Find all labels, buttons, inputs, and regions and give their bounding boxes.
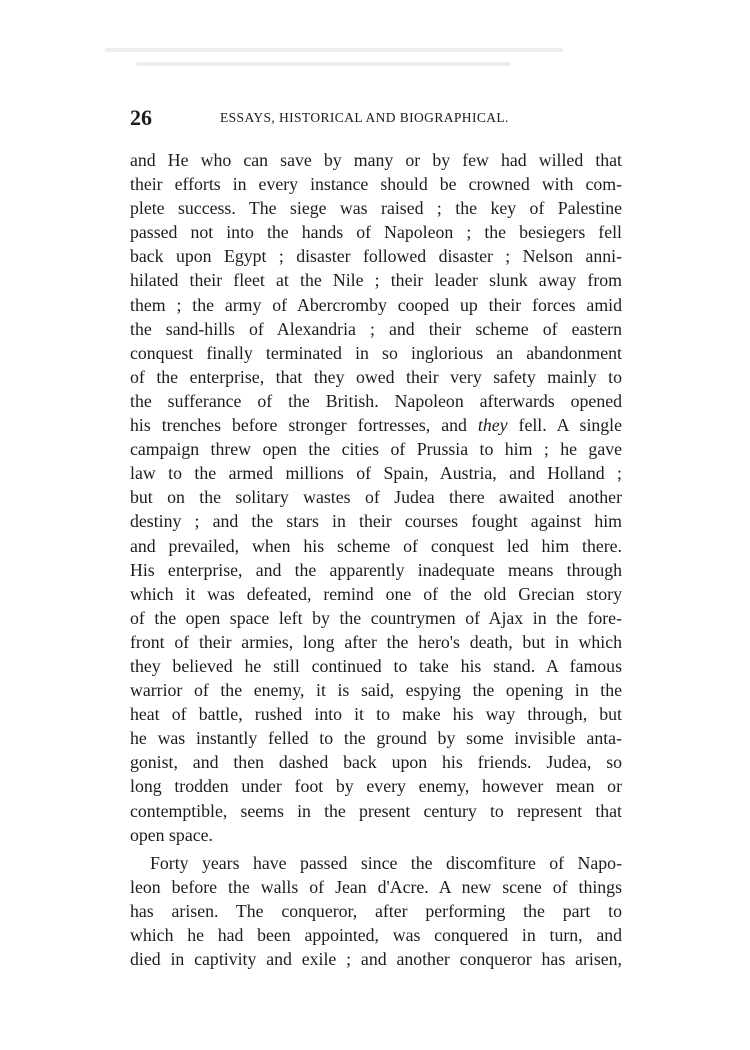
text-line: has arisen. The conqueror, after performing the part to: [130, 900, 622, 921]
text-line: them ; the army of Abercromby cooped up their forces amid: [130, 294, 622, 315]
text-line: the sand-hills of Alexandria ; and their scheme of eastern: [130, 318, 622, 339]
text-line: of the enterprise, that they owed their very safety mainly to: [130, 366, 622, 387]
text-line: open space.: [130, 824, 213, 845]
text-line: passed not into the hands of Napoleon ; the besiegers fell: [130, 222, 622, 243]
body-text: [130, 148, 622, 971]
page-number: 26: [130, 105, 152, 130]
text-line: [130, 413, 622, 437]
running-head: ESSAYS, HISTORICAL AND BIOGRAPHICAL.: [220, 110, 509, 125]
text-line: conquest finally terminated in so inglorious an abandonment: [130, 342, 622, 363]
text-line: back upon Egypt ; disaster followed disaster ; Nelson anni-: [130, 246, 622, 267]
text-line: and He who can save by many or by few had willed that: [130, 150, 622, 170]
text-line: the sufferance of the British. Napoleon afterwards opened: [130, 390, 622, 411]
text-line: hilated their fleet at the Nile ; their leader slunk away from: [130, 270, 622, 291]
text-line: of the open space left by the countrymen of Ajax in the fore-: [130, 607, 622, 628]
paragraph: [130, 851, 622, 971]
text-line: which it was defeated, remind one of the old Grecian story: [130, 583, 622, 604]
text-line: front of their armies, long after the hero's death, but in which: [130, 631, 622, 652]
text-line: Forty years have passed since the discomfiture of Napo-: [150, 852, 622, 873]
text-line: but on the solitary wastes of Judea there awaited another: [130, 487, 622, 508]
emphasized-word: they: [477, 415, 508, 436]
page-header: [130, 105, 620, 131]
bleed-through-text-shadow: [105, 48, 625, 84]
paragraph: [130, 148, 622, 847]
text-run: fell. A single: [507, 415, 623, 436]
text-line: warrior of the enemy, it is said, espying the opening in the: [130, 680, 622, 701]
text-line: and prevailed, when his scheme of conquest led him there.: [130, 535, 622, 556]
text-line: plete success. The siege was raised ; the key of Palestine: [130, 198, 622, 219]
text-line: gonist, and then dashed back upon his friends. Judea, so: [130, 752, 622, 773]
text-line: destiny ; and the stars in their courses fought against him: [130, 511, 622, 532]
text-line: their efforts in every instance should be crowned with com-: [130, 174, 622, 195]
text-line: died in captivity and exile ; and another conqueror has arisen,: [130, 949, 622, 970]
text-line: leon before the walls of Jean d'Acre. A new scene of things: [130, 876, 622, 897]
text-line: contemptible, seems in the present century to represent that: [130, 800, 622, 821]
text-line: law to the armed millions of Spain, Austria, and Holland ;: [130, 463, 622, 484]
text-line: His enterprise, and the apparently inadequate means through: [130, 559, 622, 580]
text-run: his trenches before stronger fortresses, and: [130, 415, 478, 436]
text-line: campaign threw open the cities of Prussia to him ; he gave: [130, 439, 622, 460]
text-line: they believed he still continued to take his stand. A famous: [130, 655, 622, 676]
text-line: heat of battle, rushed into it to make his way through, but: [130, 704, 622, 725]
text-line: long trodden under foot by every enemy, however mean or: [130, 776, 622, 797]
text-line: which he had been appointed, was conquered in turn, and: [130, 925, 622, 945]
text-line: he was instantly felled to the ground by some invisible anta-: [130, 728, 622, 749]
